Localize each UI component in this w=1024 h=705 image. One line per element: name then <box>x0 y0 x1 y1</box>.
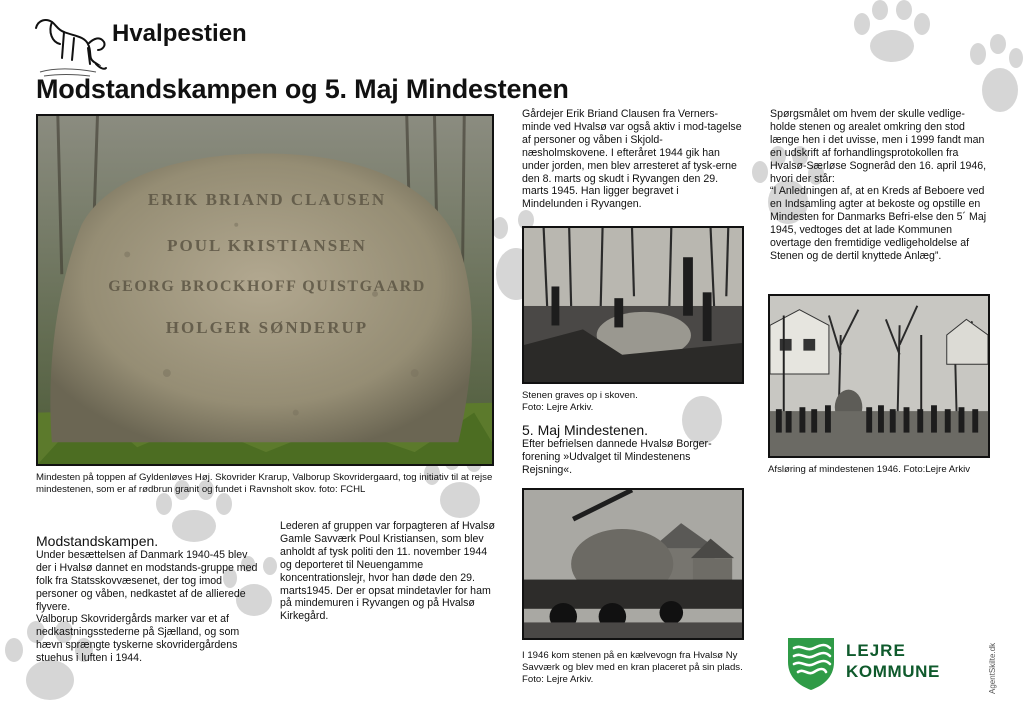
stone-wagon-photo <box>522 488 744 640</box>
clausen-section: Gårdejer Erik Briand Clausen fra Verners-minde ved Hvalsø var også aktiv i mod-tagelse af personer og våben i Skjold-næsholmskovene. I efteråret 1944 gik han under jorden, men blev arresteret af tysk-erne den 8. marts og skudt i Ryvangen den 29. marts 1945. Han ligger begravet i Mindelunden i Ryvangen. <box>522 108 742 211</box>
producer-credit: AgentSkilte.dk <box>988 642 997 694</box>
section-heading: 5. Maj Mindestenen. <box>522 422 649 438</box>
resistance-section <box>36 520 258 665</box>
municipality-line1: LEJRE <box>846 641 906 660</box>
memorial-stone-photo <box>36 114 494 466</box>
section-text: Efter befrielsen dannede Hvalsø Borger-forening »Udvalget til Mindestenens Rejsning«. <box>522 438 712 476</box>
inscription-line: ERIK BRIAND CLAUSEN <box>147 190 387 209</box>
lejre-shield-icon <box>784 636 838 692</box>
inscription-line: POUL KRISTIANSEN <box>167 236 367 255</box>
dug-up-caption: Stenen graves op i skoven. Foto: Lejre Arkiv. <box>522 390 638 413</box>
municipality-line2: KOMMUNE <box>846 662 940 681</box>
wagon-caption: I 1946 kom stenen på en kælvevogn fra Hvalsø Ny Savværk og blev med en kran placeret på sin plads. Foto: Lejre Arkiv. <box>522 650 743 685</box>
paw-print-icon <box>848 0 938 70</box>
may5-section <box>522 422 738 477</box>
leader-section: Lederen af gruppen var forpagteren af Hvalsø Gamle Savværk Poul Kristiansen, som blev anholdt af tysk politi den 11. november 1944 og deporteret til Neuengamme koncentrationslejr, hvor han døde den 29. marts1945. Der er opsat mindetavler for ham på mindemuren i Ryvangen og på Hvalsø Kirkegård. <box>280 520 495 623</box>
page-title: Modstandskampen og 5. Maj Mindestenen <box>36 74 569 104</box>
inscription-line: HOLGER SØNDERUP <box>165 318 369 337</box>
section-heading: Modstandskampen. <box>36 532 159 549</box>
trail-title: Hvalpestien <box>112 20 247 47</box>
inscription-line: GEORG BROCKHOFF QUISTGAARD <box>108 278 426 295</box>
section-text: Under besættelsen af Danmark 1940-45 blev der i Hvalsø dannet en modstands-gruppe med folk fra Statsskovvæsenet, der tog imod personer og våben, nedkastet af de allierede flyvere. Valborup Skovridergårds marker var et af nedkastningsstederne på Sjælland, og som hævn sprængte tyskerne skovridergårdens stuehus i luften i 1944. <box>36 548 258 665</box>
trail-dog-logo <box>30 14 110 82</box>
unveiling-caption: Afsløring af mindestenen 1946. Foto:Lejre Arkiv <box>768 464 971 475</box>
stone-dug-up-photo <box>522 226 744 384</box>
main-photo-caption: Mindesten på toppen af Gyldenløves Høj. Skovrider Krarup, Valborup Skovridergaard, tog initiativ til at rejse mindestenen, som er af rødbrun granit og fundet i Ravnsholt skov. foto: FCHL <box>36 472 493 495</box>
question-section: Spørgsmålet om hvem der skulle vedlige-holde stenen og arealet omkring den stod længe hen i det uvisse, men i 1999 fandt man en udskrift af forhandlingsprotokollen fra Hvalsø-Særløse Sognerâd den 16. april 1946, hvori der står: “I Anledningen af, at en Kreds af Beboere ved en Indsamling agter at bekoste og opstille en Mindesten for Danmarks Befri-else den 5´ Maj 1945, vedtoges det at lade Kommunen overtage den fremtidige vedligeholdelse af Stenen og de dertil knyttede Anlæg”. <box>770 108 987 262</box>
unveiling-photo <box>768 294 990 458</box>
municipality-name <box>846 640 940 682</box>
